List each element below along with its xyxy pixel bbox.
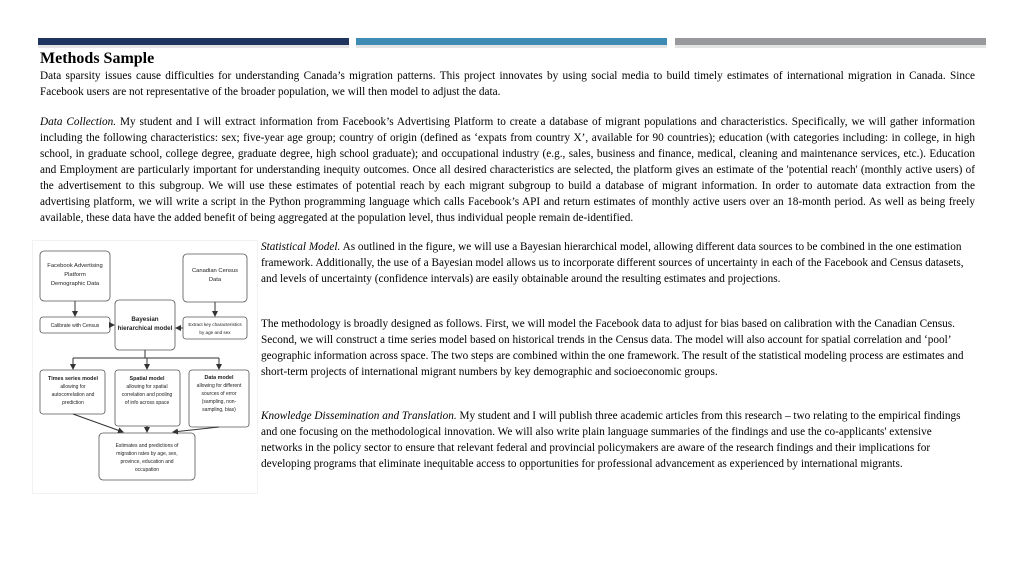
knowledge-paragraph [261, 408, 975, 472]
statistical-model-body: As outlined in the figure, we will use a Bayesian hierarchical model, allowing different data sources to be combined in the one estimation framework. Additionally, the use of a Bayesian model allows us to incorporate different sources of uncertainty in each of the Facebook and Census datasets, and levels of uncertainty (confidence intervals) are easily obtainable around the resulting estimates and projections. [261, 241, 964, 285]
data-collection-paragraph [40, 114, 975, 226]
spatial-box-line: allowing for spatial [126, 384, 168, 390]
header-bar-blue [356, 38, 667, 45]
methodology-diagram [32, 240, 258, 494]
ts-box-line: allowing for [60, 384, 86, 390]
fb-box-line: Platform [64, 272, 86, 278]
census-box-line: Data [208, 277, 222, 283]
statistical-model-heading: Statistical Model. [261, 241, 341, 253]
spatial-box-line: correlation and pooling [121, 392, 173, 398]
datamodel-box-line: allowing for different [196, 383, 242, 389]
calibrate-box-label: Calibrate with Census [50, 323, 100, 329]
header-bar-shadow [38, 45, 349, 48]
output-box-line: Estimates and predictions of [115, 443, 179, 449]
ts-box-line: Times series model [48, 376, 98, 382]
methodology-paragraph: The methodology is broadly designed as follows. First, we will model the Facebook data to adjust for bias based on calibration with the Canadian Census. Second, we will construct a time series model based on historical trends in the Census data. The model will also account for spatial correlation and ‘pool’ geographic information across space. The two steps are combined within the one framework. The result of the statistical modeling process are estimates and short-term projects of international migrant numbers by key demographic and socioeconomic groups. [261, 318, 964, 378]
ts-box-line: autocorrelation and [51, 392, 95, 398]
ts-box-line: prediction [62, 400, 84, 406]
data-collection-body: My student and I will extract information from Facebook’s Advertising Platform to create a database of migrant populations and characteristics. Specifically, we will gather information including the following characteristics: sex; five-year age group; country of origin (defined as ‘expats from country X’, available for 90 countries); education (with categories including: in college, in high school, in graduate school, college degree, graduate degree, high school graduate); and occupational industry (e.g., sales, business and finance, medical, cleaning and maintenance services, etc.). Education and Employment are particularly important for understanding inequity outcomes. Once all desired characteristics are selected, the platform gives an estimate of the 'potential reach' (monthly active users) of the advertisement to this subgroup. We will use these estimates of potential reach by each migrant subgroup to build a database of migrant information. In order to automate data extraction from the advertising platform, we will write a script in the Python programming language which calls Facebook’s API and return estimates of monthly active users over an 18-month period. As well as being freely available, these data have the added benefit of being aggregated at the population level, thus individual people remain de-identified. [40, 116, 975, 224]
fb-box-line: Facebook Advertising [47, 263, 103, 269]
header-bar-shadow [356, 45, 667, 48]
header-bar-shadow [675, 45, 986, 48]
bayes-box-line: hierarchical model [117, 325, 173, 332]
spatial-box-line: Spatial model [129, 376, 165, 382]
output-box-line: occupation [134, 467, 160, 473]
knowledge-heading: Knowledge Dissemination and Translation. [261, 410, 457, 422]
knowledge-body: My student and I will publish three academic articles from this research – two relating to the empirical findings and one focusing on the methodological innovation. We will also write plain language summaries of the findings and use the co-applicants' extensive networks in the policy sector to ensure that relevant federal and provincial policymakers are aware of the research findings and their implications for developing programs that eliminate inequitable access to opportunities for professional advancement as experienced by international migrants. [261, 410, 961, 470]
bayes-box-line: Bayesian [131, 316, 159, 323]
datamodel-box-line: (sampling, non- [201, 399, 237, 405]
intro-paragraph: Data sparsity issues cause difficulties for understanding Canada’s migration patterns. This project innovates by using social media to build timely estimates of international migration in Canada. Since Facebook users are not representative of the broader population, we will then model to adjust the data. [40, 70, 975, 98]
datamodel-box-line: sources of error [201, 391, 237, 397]
extract-box-line: Extract key characteristics [188, 322, 242, 327]
extract-box [183, 317, 247, 339]
spatial-box-line: of info across space [124, 400, 170, 406]
statistical-model-paragraph [261, 239, 975, 287]
slide-title: Methods Sample [40, 50, 155, 67]
datamodel-box-line: Data model [204, 375, 234, 381]
output-box-line: province, education and [120, 459, 174, 465]
extract-box-line: by age and sex [199, 330, 231, 335]
header-bar-navy [38, 38, 349, 45]
header-bar-gray [675, 38, 986, 45]
datamodel-box-line: sampling, bias) [202, 407, 236, 413]
methodology-diagram-svg [33, 241, 257, 493]
data-collection-heading: Data Collection. [40, 116, 117, 128]
census-box-line: Canadian Census [191, 268, 239, 274]
fb-box-line: Demographic Data [50, 281, 100, 287]
output-box-line: migration rates by age, sex, [116, 451, 178, 457]
